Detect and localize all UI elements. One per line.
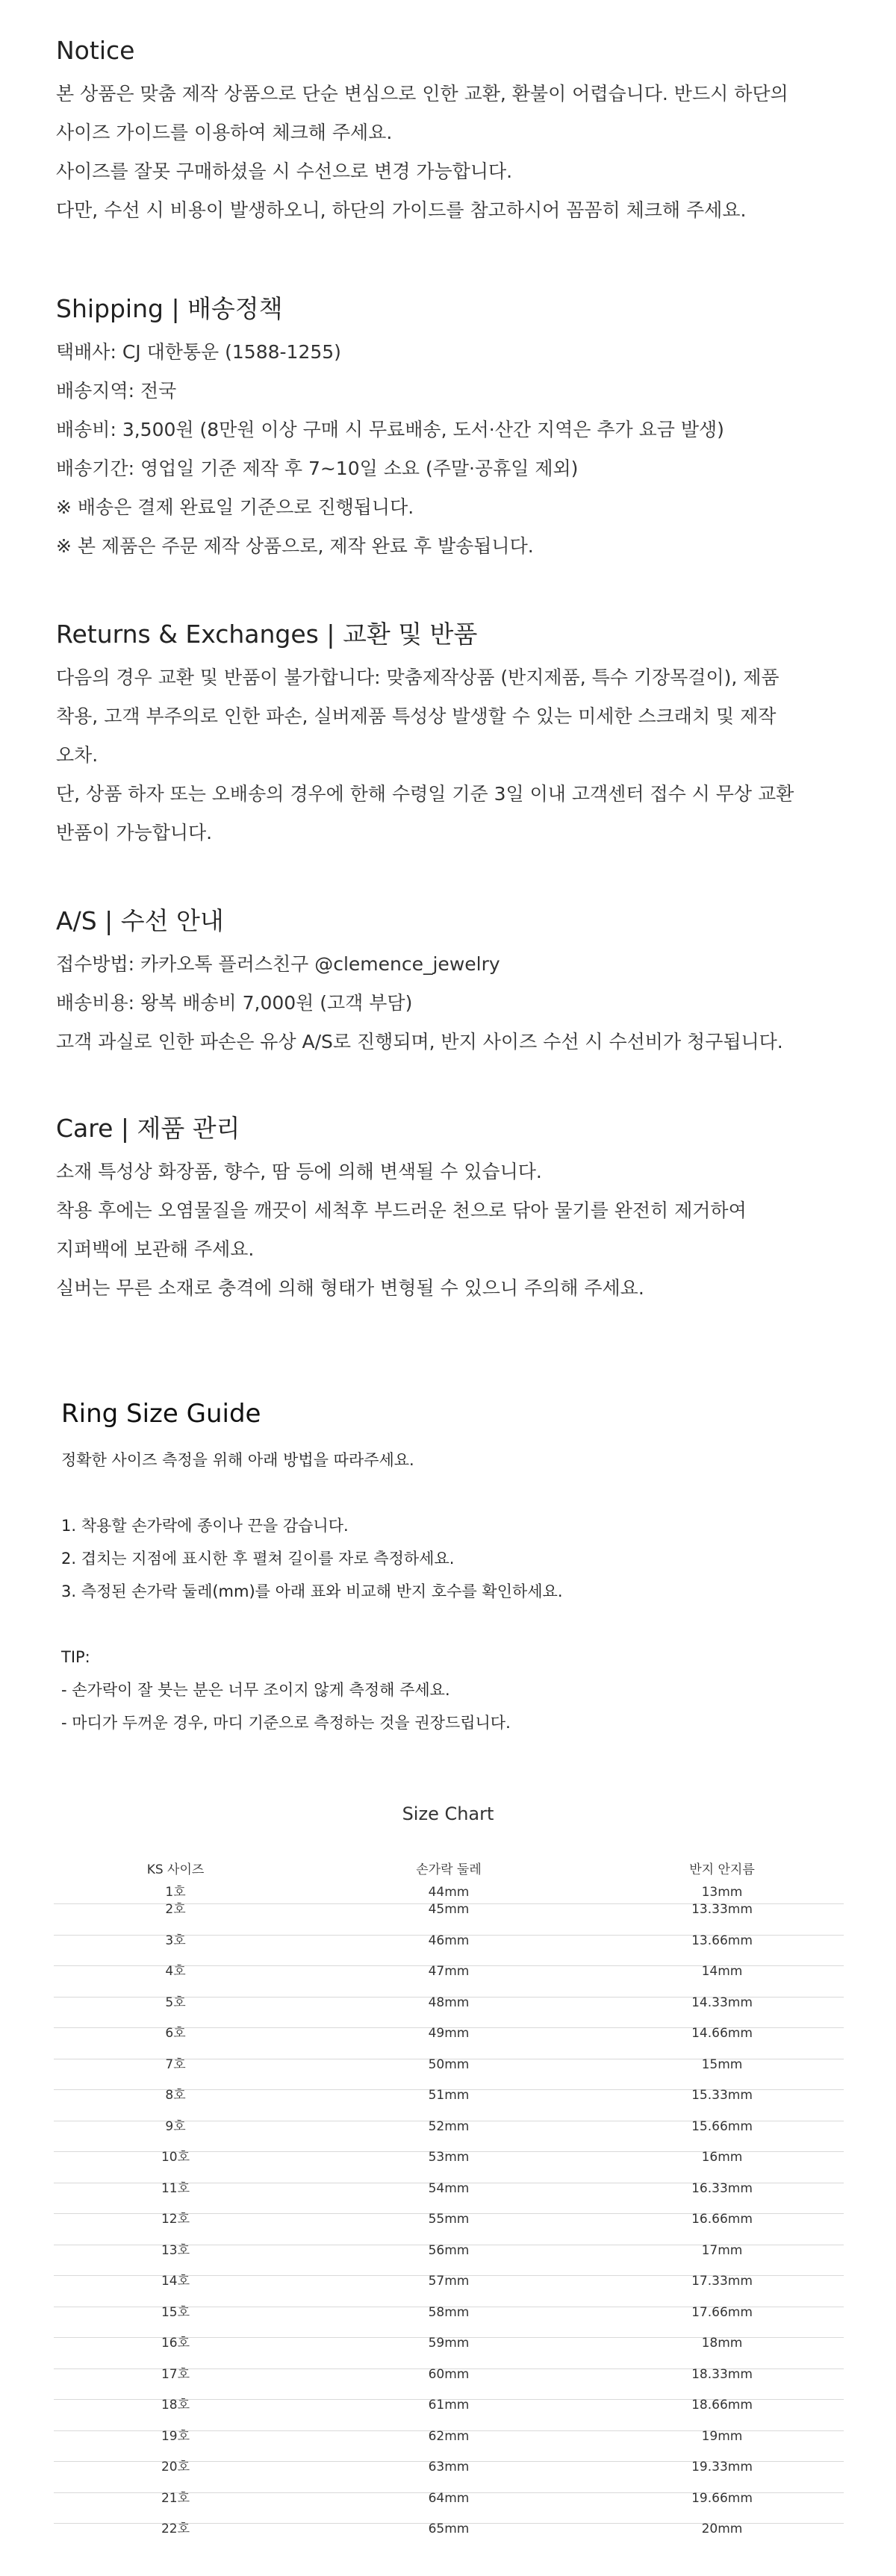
cell-ks-size: 3호 [165, 1933, 186, 1948]
cell-inner-diameter: 14.33mm [691, 1995, 753, 2010]
notice-line: 다만, 수선 시 비용이 발생하오니, 하단의 가이드를 참고하시어 꼼꼼히 체크해 주세요. [56, 199, 747, 221]
cell-ks-size: 1호 [165, 1885, 186, 1900]
guide-line [61, 1476, 853, 1509]
cell-ks-size: 12호 [161, 2212, 190, 2227]
guide-body [61, 1444, 853, 1739]
notice-body [56, 75, 847, 230]
returns-line: 다음의 경우 교환 및 반품이 불가합니다: 맞춤제작상품 (반지제품, 특수 기장목걸이), 제품 [56, 667, 780, 688]
guide-line [61, 1608, 853, 1641]
table-row [54, 2337, 844, 2368]
cell-finger-circumference: 46mm [428, 1933, 470, 1948]
returns-line: 오차. [56, 744, 99, 766]
shipping-title: Shipping | 배송정책 [56, 294, 283, 323]
guide-line: 1. 착용할 손가락에 종이나 끈을 감습니다. [61, 1517, 349, 1535]
ring-size-guide-section [61, 1397, 853, 1739]
cell-finger-circumference: 52mm [428, 2118, 470, 2134]
cell-ks-size: 13호 [161, 2242, 190, 2258]
cell-inner-diameter: 15.66mm [691, 2118, 753, 2134]
cell-inner-diameter: 15.33mm [691, 2088, 753, 2103]
size-chart-rows [54, 1881, 844, 2554]
cell-finger-circumference: 55mm [428, 2212, 470, 2227]
returns-body [56, 658, 847, 852]
cell-ks-size: 9호 [165, 2118, 186, 2134]
table-row [54, 1935, 844, 1966]
cell-finger-circumference: 56mm [428, 2242, 470, 2258]
cell-inner-diameter: 20mm [701, 2522, 743, 2536]
cell-ks-size: 20호 [161, 2460, 190, 2474]
header-finger-circumference: 손가락 둘레 [416, 1862, 482, 1877]
care-title: Care | 제품 관리 [56, 1114, 240, 1143]
guide-line: 3. 측정된 손가락 둘레(mm)를 아래 표와 비교해 반지 호수를 확인하세요. [61, 1582, 563, 1600]
size-chart-header [54, 1859, 844, 1881]
cell-finger-circumference: 53mm [428, 2150, 470, 2165]
shipping-line: ※ 배송은 결제 완료일 기준으로 진행됩니다. [56, 496, 414, 518]
as-line: 접수방법: 카카오톡 플러스친구 @clemence_jewelry [56, 953, 500, 975]
cell-ks-size: 18호 [161, 2398, 190, 2413]
returns-line: 착용, 고객 부주의로 인한 파손, 실버제품 특성상 발생할 수 있는 미세한 스크래치 및 제작 [56, 705, 777, 727]
cell-inner-diameter: 17mm [701, 2242, 743, 2258]
table-row [54, 2151, 844, 2183]
as-title: A/S | 수선 안내 [56, 906, 224, 935]
cell-finger-circumference: 58mm [428, 2304, 470, 2320]
table-row [54, 2399, 844, 2430]
as-body [56, 945, 847, 1061]
cell-inner-diameter: 19mm [701, 2428, 743, 2444]
cell-ks-size: 4호 [165, 1964, 186, 1979]
cell-inner-diameter: 18mm [701, 2336, 743, 2351]
cell-finger-circumference: 45mm [428, 1902, 470, 1917]
as-line: 고객 과실로 인한 파손은 유상 A/S로 진행되며, 반지 사이즈 수선 시 수선비가 청구됩니다. [56, 1031, 783, 1052]
cell-finger-circumference: 65mm [428, 2522, 470, 2536]
notice-section [56, 34, 847, 230]
care-line: 소재 특성상 화장품, 향수, 땀 등에 의해 변색될 수 있습니다. [56, 1161, 542, 1182]
table-row [54, 2304, 844, 2338]
as-line: 배송비용: 왕복 배송비 7,000원 (고객 부담) [56, 992, 413, 1014]
shipping-line: 배송기간: 영업일 기준 제작 후 7~10일 소요 (주말·공휴일 제외) [56, 458, 579, 479]
cell-ks-size: 19호 [161, 2428, 190, 2444]
cell-finger-circumference: 61mm [428, 2398, 470, 2413]
cell-finger-circumference: 60mm [428, 2366, 470, 2382]
table-row [54, 2430, 844, 2462]
care-line: 지퍼백에 보관해 주세요. [56, 1238, 255, 1260]
table-row [54, 2368, 844, 2400]
cell-ks-size: 5호 [165, 1995, 186, 2010]
table-row [54, 2089, 844, 2121]
cell-finger-circumference: 57mm [428, 2274, 470, 2289]
shipping-section [56, 293, 847, 566]
cell-ks-size: 11호 [161, 2180, 190, 2196]
returns-line: 반품이 가능합니다. [56, 822, 213, 843]
cell-inner-diameter: 19.66mm [691, 2490, 753, 2506]
cell-inner-diameter: 16.66mm [691, 2212, 753, 2227]
table-row [54, 1903, 844, 1935]
care-section [56, 1112, 847, 1308]
cell-inner-diameter: 17.33mm [691, 2274, 753, 2289]
guide-line: TIP: [61, 1648, 90, 1666]
care-body [56, 1153, 847, 1308]
table-row [54, 1881, 844, 1903]
size-chart-table [54, 1859, 844, 2554]
cell-ks-size: 15호 [161, 2304, 190, 2320]
size-chart-title: Size Chart [402, 1803, 494, 1824]
table-row [54, 2118, 844, 2152]
cell-finger-circumference: 48mm [428, 1995, 470, 2010]
cell-inner-diameter: 13.33mm [691, 1902, 753, 1917]
table-row [54, 2027, 844, 2059]
guide-line: - 마디가 두꺼운 경우, 마디 기준으로 측정하는 것을 권장드립니다. [61, 1714, 511, 1732]
care-line: 실버는 무른 소재로 충격에 의해 형태가 변형될 수 있으니 주의해 주세요. [56, 1277, 644, 1299]
cell-inner-diameter: 16.33mm [691, 2180, 753, 2196]
notice-line: 본 상품은 맞춤 제작 상품으로 단순 변심으로 인한 교환, 환불이 어렵습니다. 반드시 하단의 [56, 83, 788, 105]
shipping-line: 배송지역: 전국 [56, 380, 177, 402]
notice-line: 사이즈를 잘못 구매하셨을 시 수선으로 변경 가능합니다. [56, 160, 513, 182]
cell-inner-diameter: 13.66mm [691, 1933, 753, 1948]
table-row [54, 2523, 844, 2554]
cell-finger-circumference: 62mm [428, 2428, 470, 2444]
notice-line: 사이즈 가이드를 이용하여 체크해 주세요. [56, 122, 393, 143]
header-ks-size: KS 사이즈 [146, 1862, 205, 1877]
guide-line: - 손가락이 잘 붓는 분은 너무 조이지 않게 측정해 주세요. [61, 1681, 450, 1699]
guide-line: 정확한 사이즈 측정을 위해 아래 방법을 따라주세요. [61, 1451, 414, 1469]
shipping-body [56, 333, 847, 566]
cell-inner-diameter: 13mm [701, 1885, 743, 1900]
returns-title: Returns & Exchanges | 교환 및 반품 [56, 620, 478, 649]
cell-finger-circumference: 49mm [428, 2026, 470, 2041]
cell-ks-size: 8호 [165, 2088, 186, 2103]
table-row [54, 2275, 844, 2307]
cell-inner-diameter: 18.66mm [691, 2398, 753, 2413]
shipping-line: 택배사: CJ 대한통운 (1588-1255) [56, 341, 341, 363]
cell-finger-circumference: 51mm [428, 2088, 470, 2103]
cell-inner-diameter: 14.66mm [691, 2026, 753, 2041]
table-row [54, 2461, 844, 2492]
cell-inner-diameter: 15mm [701, 2056, 743, 2072]
guide-title: Ring Size Guide [61, 1399, 261, 1429]
shipping-line: ※ 본 제품은 주문 제작 상품으로, 제작 완료 후 발송됩니다. [56, 535, 534, 557]
table-row [54, 2180, 844, 2214]
cell-finger-circumference: 63mm [428, 2460, 470, 2474]
notice-title: Notice [56, 36, 135, 65]
shipping-line: 배송비: 3,500원 (8만원 이상 구매 시 무료배송, 도서·산간 지역은 추가 요금 발생) [56, 419, 724, 440]
cell-inner-diameter: 14mm [701, 1964, 743, 1979]
header-inner-diameter: 반지 안지름 [689, 1862, 755, 1877]
cell-ks-size: 6호 [165, 2026, 186, 2041]
cell-ks-size: 17호 [161, 2366, 190, 2382]
returns-section [56, 618, 847, 852]
cell-ks-size: 16호 [161, 2336, 190, 2351]
cell-finger-circumference: 54mm [428, 2180, 470, 2196]
cell-ks-size: 7호 [165, 2056, 186, 2072]
cell-inner-diameter: 17.66mm [691, 2304, 753, 2320]
table-row [54, 1965, 844, 1997]
guide-line: 2. 겹치는 지점에 표시한 후 펼쳐 길이를 자로 측정하세요. [61, 1550, 455, 1568]
cell-ks-size: 22호 [161, 2522, 190, 2536]
cell-finger-circumference: 44mm [428, 1885, 470, 1900]
table-row [54, 2242, 844, 2276]
table-row [54, 2056, 844, 2090]
cell-ks-size: 21호 [161, 2490, 190, 2506]
cell-finger-circumference: 47mm [428, 1964, 470, 1979]
table-row [54, 2213, 844, 2245]
as-section [56, 905, 847, 1061]
cell-finger-circumference: 64mm [428, 2490, 470, 2506]
care-line: 착용 후에는 오염물질을 깨끗이 세척후 부드러운 천으로 닦아 물기를 완전히 제거하여 [56, 1200, 747, 1221]
cell-inner-diameter: 19.33mm [691, 2460, 753, 2474]
returns-line: 단, 상품 하자 또는 오배송의 경우에 한해 수령일 기준 3일 이내 고객센터 접수 시 무상 교환 [56, 783, 794, 805]
cell-ks-size: 10호 [161, 2150, 190, 2165]
cell-finger-circumference: 50mm [428, 2056, 470, 2072]
cell-inner-diameter: 18.33mm [691, 2366, 753, 2382]
table-row [54, 1997, 844, 2028]
cell-finger-circumference: 59mm [428, 2336, 470, 2351]
cell-ks-size: 14호 [161, 2274, 190, 2289]
cell-inner-diameter: 16mm [701, 2150, 743, 2165]
table-row [54, 2492, 844, 2524]
cell-ks-size: 2호 [165, 1902, 186, 1917]
